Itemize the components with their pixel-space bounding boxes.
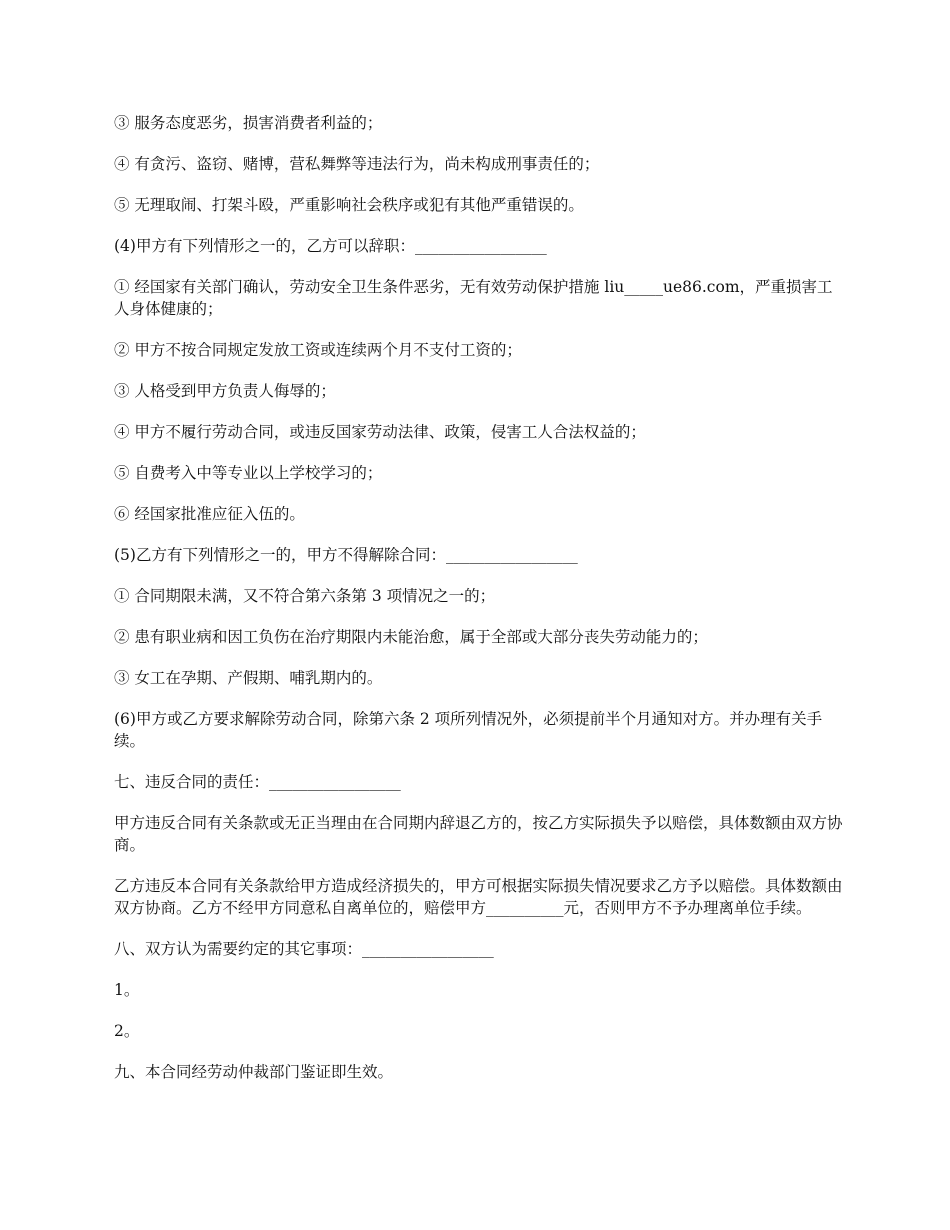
paragraph-resign-reason-4: ④ 甲方不履行劳动合同，或违反国家劳动法律、政策，侵害工人合法权益的； (114, 423, 646, 441)
paragraph-item-5-disorder: ⑤ 无理取闹、打架斗殴，严重影响社会秩序或犯有其他严重错误的。 (114, 196, 584, 214)
paragraph-resign-reason-5: ⑤ 自费考入中等专业以上学校学习的； (114, 464, 383, 482)
paragraph-resign-reason-1: ① 经国家有关部门确认，劳动安全卫生条件恶劣，无有效劳动保护措施 liu_____ue86.com，严重损害工人身体健康的； (114, 278, 833, 318)
paragraph-section-9-effective: 九、本合同经劳动仲裁部门鉴证即生效。 (114, 1063, 394, 1081)
paragraph-other-item-2: 2。 (114, 1022, 140, 1040)
paragraph-item-3-service-attitude: ③ 服务态度恶劣，损害消费者利益的； (114, 114, 383, 132)
paragraph-no-termination-2: ② 患有职业病和因工负伤在治疗期限内未能治愈，属于全部或大部分丧失劳动能力的； (114, 628, 708, 646)
paragraph-party-a-breach: 甲方违反合同有关条款或无正当理由在合同期内辞退乙方的，按乙方实际损失予以赔偿，具体数额由双方协商。 (114, 814, 843, 854)
paragraph-section-5-no-termination: (5)乙方有下列情形之一的，甲方不得解除合同：_________________ (114, 546, 578, 564)
paragraph-no-termination-1: ① 合同期限未满，又不符合第六条第 3 项情况之一的； (114, 587, 496, 605)
paragraph-section-7-heading: 七、违反合同的责任：_________________ (114, 773, 401, 791)
paragraph-resign-reason-6: ⑥ 经国家批准应征入伍的。 (114, 505, 305, 523)
paragraph-no-termination-3: ③ 女工在孕期、产假期、哺乳期内的。 (114, 669, 383, 687)
paragraph-resign-reason-3: ③ 人格受到甲方负责人侮辱的； (114, 382, 336, 400)
paragraph-item-4-illegal-acts: ④ 有贪污、盗窃、赌博，营私舞弊等违法行为，尚未构成刑事责任的； (114, 155, 600, 173)
paragraph-section-6-notice: (6)甲方或乙方要求解除劳动合同，除第六条 2 项所列情况外，必须提前半个月通知对方。并办理有关手续。 (114, 710, 823, 750)
paragraph-other-item-1: 1。 (114, 981, 140, 999)
paragraph-resign-reason-2: ② 甲方不按合同规定发放工资或连续两个月不支付工资的； (114, 341, 522, 359)
document-body (114, 112, 844, 1102)
paragraph-section-4-resignation: (4)甲方有下列情形之一的，乙方可以辞职：_________________ (114, 237, 547, 255)
paragraph-section-8-heading: 八、双方认为需要约定的其它事项：_________________ (114, 940, 494, 958)
paragraph-party-b-breach: 乙方违反本合同有关条款给甲方造成经济损失的，甲方可根据实际损失情况要求乙方予以赔偿。具体数额由双方协商。乙方不经甲方同意私自离单位的，赔偿甲方__________元，否则甲方不予办理离单位手续。 (114, 877, 843, 917)
